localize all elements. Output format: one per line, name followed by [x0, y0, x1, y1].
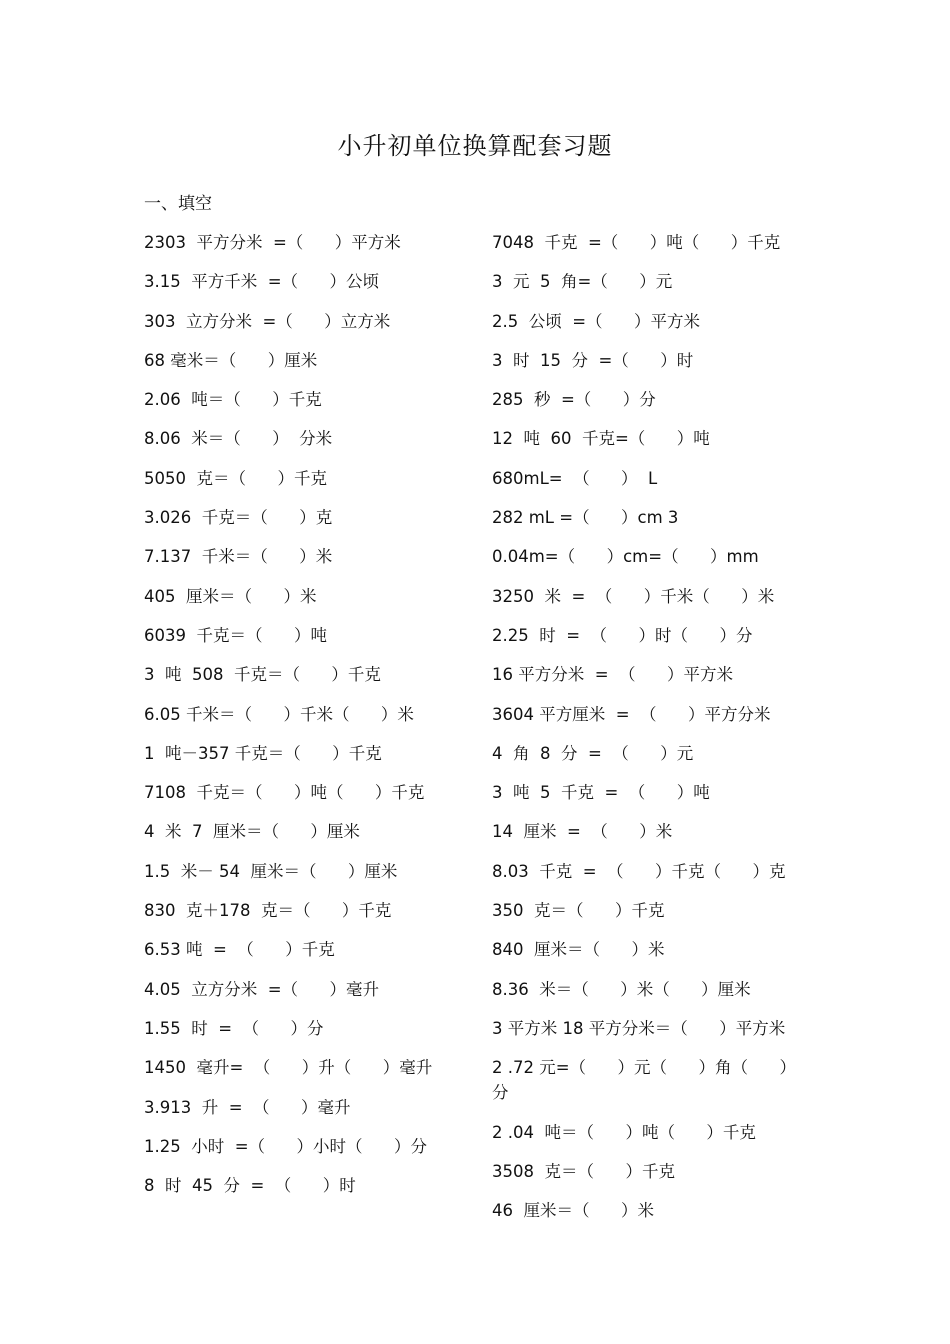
- exercise-item: 1.5 米－ 54 厘米＝（ ）厘米: [144, 861, 398, 881]
- exercise-item: 7048 千克 =（ ）吨（ ）千克: [492, 233, 781, 252]
- exercise-item: 8.36 米＝（ ）米（ ）厘米: [492, 979, 751, 999]
- exercise-item: 3.913 升 = （ ）毫升: [144, 1097, 351, 1117]
- exercise-item: 1450 毫升= （ ）升（ ）毫升: [144, 1058, 433, 1078]
- exercise-item: 8 时 45 分 = （ ）时: [144, 1176, 356, 1196]
- exercise-item: 3 平方米 18 平方分米＝（ ）平方米: [492, 1018, 786, 1038]
- exercise-item: 2303 平方分米 =（ ）平方米: [144, 233, 401, 252]
- exercise-item: 3 元 5 角=（ ）元: [492, 272, 673, 292]
- exercise-item: 16 平方分米 = （ ）平方米: [492, 665, 734, 685]
- exercise-item: 285 秒 =（ ）分: [492, 390, 656, 410]
- exercise-item: 350 克＝（ ）千克: [492, 901, 665, 921]
- exercise-item: 830 克＋178 克＝（ ）千克: [144, 901, 392, 921]
- exercise-item: 3.15 平方千米 =（ ）公顷: [144, 272, 380, 292]
- exercise-item: 2.25 时 = （ ）时（ ）分: [492, 625, 753, 645]
- exercise-item: 4 角 8 分 = （ ）元: [492, 743, 694, 763]
- exercise-item: 3 吨 508 千克＝（ ）千克: [144, 665, 381, 685]
- exercise-item: 6039 千克＝（ ）吨: [144, 625, 327, 645]
- exercise-item: 680mL= （ ） L: [492, 468, 658, 488]
- exercise-item: 5050 克＝（ ）千克: [144, 468, 327, 488]
- exercise-item: 405 厘米＝（ ）米: [144, 586, 317, 606]
- exercise-item: 1 吨－357 千克＝（ ）千克: [144, 743, 382, 763]
- exercise-item: 3604 平方厘米 = （ ）平方分米: [492, 704, 771, 724]
- exercise-item: 1.25 小时 =（ ）小时（ ）分: [144, 1136, 427, 1156]
- exercise-item: 0.04m=（ ）cm=（ ）mm: [492, 547, 759, 567]
- exercise-item: 8.06 米＝（ ） 分米: [144, 429, 333, 449]
- exercise-item: 7108 千克＝（ ）吨（ ）千克: [144, 783, 425, 803]
- exercise-item: 8.03 千克 = （ ）千克（ ）克: [492, 861, 786, 881]
- exercise-item: 840 厘米＝（ ）米: [492, 940, 665, 960]
- exercise-item: 4 米 7 厘米＝（ ）厘米: [144, 822, 360, 842]
- left-exercise-column: [144, 230, 464, 1212]
- exercise-item: 2.5 公顷 =（ ）平方米: [492, 311, 701, 331]
- right-exercise-column: [492, 230, 812, 1237]
- exercise-item: 1.55 时 = （ ）分: [144, 1018, 324, 1038]
- exercise-item: 3250 米 = （ ）千米（ ）米: [492, 586, 775, 606]
- exercise-item: 2.06 吨＝（ ）千克: [144, 390, 322, 410]
- page-title: 小升初单位换算配套习题: [337, 132, 613, 160]
- exercise-item: 68 毫米＝（ ）厘米: [144, 350, 318, 370]
- exercise-item: 7.137 千米＝（ ）米: [144, 547, 333, 567]
- exercise-item: 12 吨 60 千克=（ ）吨: [492, 429, 710, 449]
- exercise-item: 6.53 吨 = （ ）千克: [144, 940, 335, 960]
- section-heading: 一、填空: [144, 194, 212, 214]
- exercise-item: 3508 克＝（ ）千克: [492, 1161, 675, 1181]
- exercise-item: 303 立方分米 =（ ）立方米: [144, 311, 391, 331]
- exercise-item: 282 mL =（ ）cm 3: [492, 508, 679, 528]
- exercise-item: 3 时 15 分 =（ ）时: [492, 350, 694, 370]
- exercise-item: 6.05 千米＝（ ）千米（ ）米: [144, 704, 414, 724]
- exercise-item: 3 吨 5 千克 = （ ）吨: [492, 783, 710, 803]
- exercise-item: 2 .04 吨＝（ ）吨（ ）千克: [492, 1122, 756, 1142]
- exercise-item: 46 厘米＝（ ）米: [492, 1201, 654, 1221]
- exercise-item: 4.05 立方分米 =（ ）毫升: [144, 979, 380, 999]
- exercise-item: 14 厘米 = （ ）米: [492, 822, 673, 842]
- exercise-item: 2 .72 元=（ ）元（ ）角（ ）分: [492, 1058, 796, 1103]
- exercise-item: 3.026 千克＝（ ）克: [144, 508, 333, 528]
